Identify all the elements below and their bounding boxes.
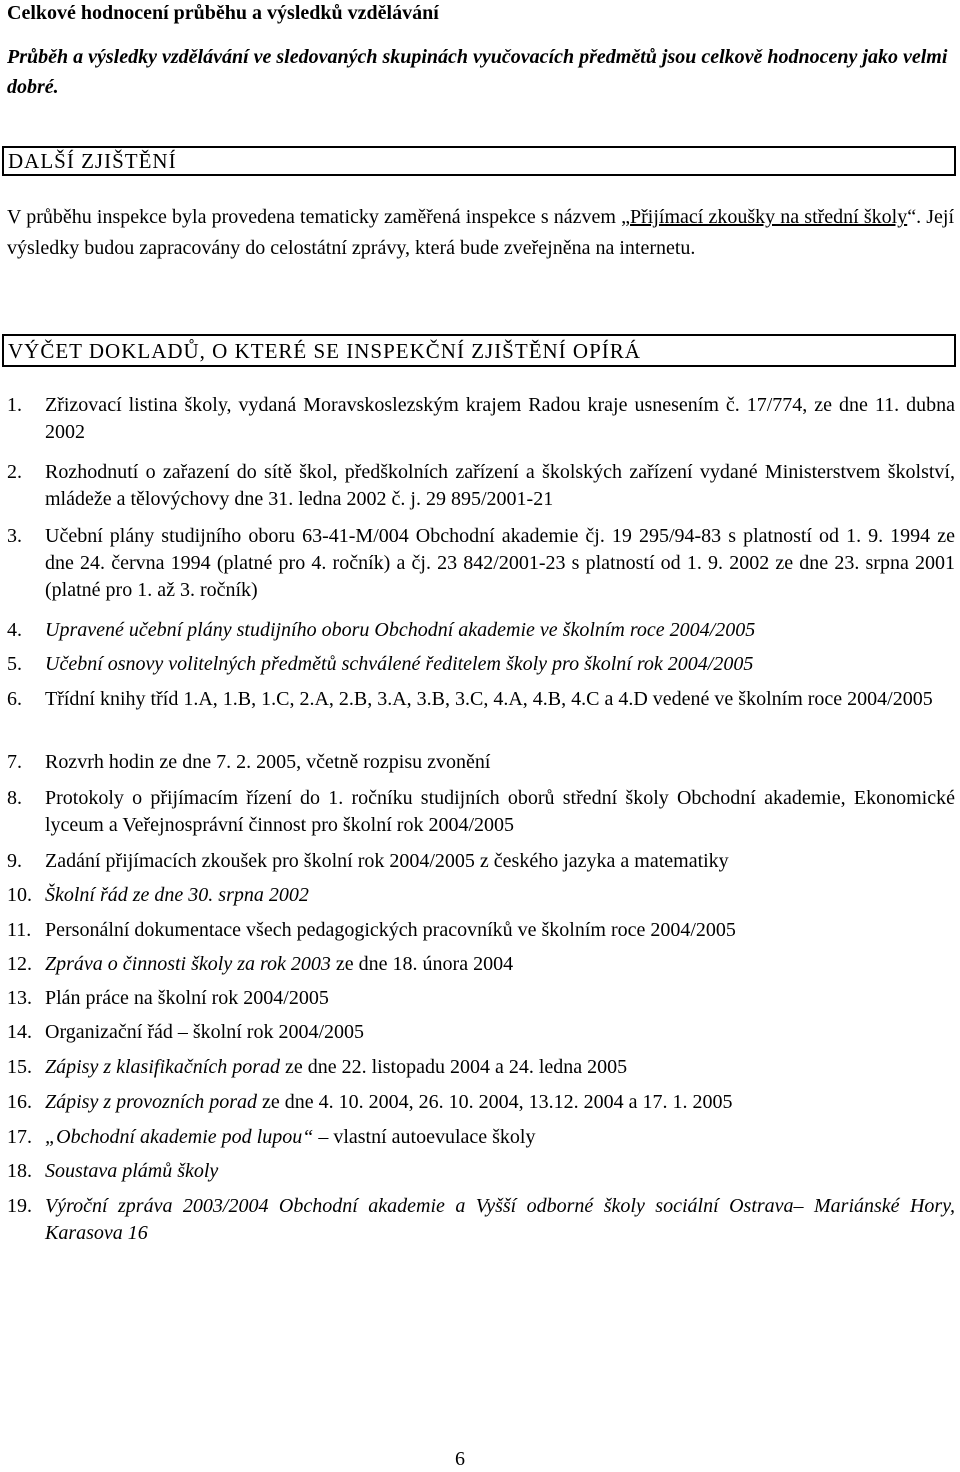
item-text: Učební osnovy volitelných předmětů schválené ředitelem školy pro školní rok 2004/2005 — [45, 653, 754, 675]
item-number: 7. — [7, 751, 22, 773]
item-number: 4. — [7, 619, 22, 641]
item-text: Soustava plámů školy — [45, 1160, 219, 1182]
section-heading: Celkové hodnocení průběhu a výsledků vzdělávání — [7, 2, 439, 24]
item-text: Zadání přijímacích zkoušek pro školní rok 2004/2005 z českého jazyka a matematiky — [45, 850, 729, 872]
item-number: 8. — [7, 787, 22, 809]
item-text: Upravené učební plány studijního oboru Obchodní akademie ve školním roce 2004/2005 — [45, 619, 756, 641]
item-text: Výroční zpráva 2003/2004 Obchodní akademie a Vyšší odborné školy sociální Ostrava– Mariánské Hory, Karasova 16 — [45, 1195, 955, 1244]
item-number: 13. — [7, 987, 32, 1009]
item-text-suffix: ze dne 4. 10. 2004, 26. 10. 2004, 13.12. 2004 a 17. 1. 2005 — [257, 1091, 733, 1113]
item-text: Třídní knihy tříd 1.A, 1.B, 1.C, 2.A, 2.B, 3.A, 3.B, 3.C, 4.A, 4.B, 4.C a 4.D vedené ve školním roce 2004/2005 — [45, 688, 933, 710]
page-number: 6 — [455, 1448, 465, 1470]
item-number: 10. — [7, 884, 32, 906]
item-text: Zpráva o činnosti školy za rok 2003 — [45, 953, 331, 975]
boxed-heading-evidence-list: VÝČET DOKLADŮ, O KTERÉ SE INSPEKČNÍ ZJIŠTĚNÍ OPÍRÁ — [2, 334, 956, 367]
item-text: Rozhodnutí o zařazení do sítě škol, předškolních zařízení a školských zařízení vydané Ministerstvem školství, mládeže a tělovýchovy dne 31. ledna 2002 č. j. 29 895/2001-21 — [45, 461, 955, 510]
item-number: 17. — [7, 1126, 32, 1148]
findings-text-start: V průběhu inspekce byla provedena tematicky zaměřená inspekce s názvem „ — [7, 206, 630, 228]
item-number: 3. — [7, 525, 22, 547]
item-text: Protokoly o přijímacím řízení do 1. ročníku studijních oborů střední školy Obchodní akademie, Ekonomické lyceum a Veřejnosprávní činnost pro školní rok 2004/2005 — [45, 787, 955, 836]
item-number: 19. — [7, 1195, 32, 1217]
item-number: 1. — [7, 394, 22, 416]
item-text-suffix: ze dne 18. února 2004 — [330, 953, 514, 975]
boxed-heading-further-findings: DALŠÍ ZJIŠTĚNÍ — [2, 146, 956, 176]
item-text: Personální dokumentace všech pedagogických pracovníků ve školním roce 2004/2005 — [45, 919, 736, 941]
item-text: Zápisy z provozních porad — [45, 1091, 258, 1113]
item-text: Školní řád ze dne 30. srpna 2002 — [45, 884, 309, 906]
findings-text-end: “. Její výsledky budou zapracovány do celostátní zprávy, která bude zveřejněna na internetu. — [7, 206, 954, 259]
findings-paragraph — [7, 202, 954, 264]
item-text-suffix: ze dne 22. listopadu 2004 a 24. ledna 2005 — [279, 1056, 628, 1078]
item-number: 2. — [7, 461, 22, 483]
summary-text: Průběh a výsledky vzdělávání ve sledovaných skupinách vyučovacích předmětů jsou celkově hodnoceny jako velmi dobré. — [7, 46, 948, 98]
item-text: Zápisy z klasifikačních porad — [45, 1056, 280, 1078]
item-text: Zřizovací listina školy, vydaná Moravskoslezským krajem Radou kraje usnesením č. 17/774, ze dne 11. dubna 2002 — [45, 394, 955, 443]
item-text: Organizační řád – školní rok 2004/2005 — [45, 1021, 365, 1043]
item-text: Plán práce na školní rok 2004/2005 — [45, 987, 329, 1009]
item-text-suffix: – vlastní autoevulace školy — [313, 1126, 536, 1148]
item-number: 11. — [7, 919, 32, 941]
item-number: 16. — [7, 1091, 32, 1113]
item-number: 9. — [7, 850, 22, 872]
item-number: 15. — [7, 1056, 32, 1078]
inspection-title: Přijímací zkoušky na střední školy — [630, 206, 908, 228]
item-text: Učební plány studijního oboru 63-41-M/004 Obchodní akademie čj. 19 295/94-83 s platností od 1. 9. 1994 ze dne 24. června 1994 (platné pro 4. ročník) a čj. 23 842/2001-23 s platností od 1. 9. 2002 ze dne 23. srpna 2001 (platné pro 1. až 3. ročník) — [45, 525, 955, 601]
item-number: 14. — [7, 1021, 32, 1043]
item-text: Rozvrh hodin ze dne 7. 2. 2005, včetně rozpisu zvonění — [45, 751, 491, 773]
item-text: „Obchodní akademie pod lupou“ — [45, 1126, 314, 1148]
item-number: 5. — [7, 653, 22, 675]
item-number: 18. — [7, 1160, 32, 1182]
item-number: 12. — [7, 953, 32, 975]
item-number: 6. — [7, 688, 22, 710]
